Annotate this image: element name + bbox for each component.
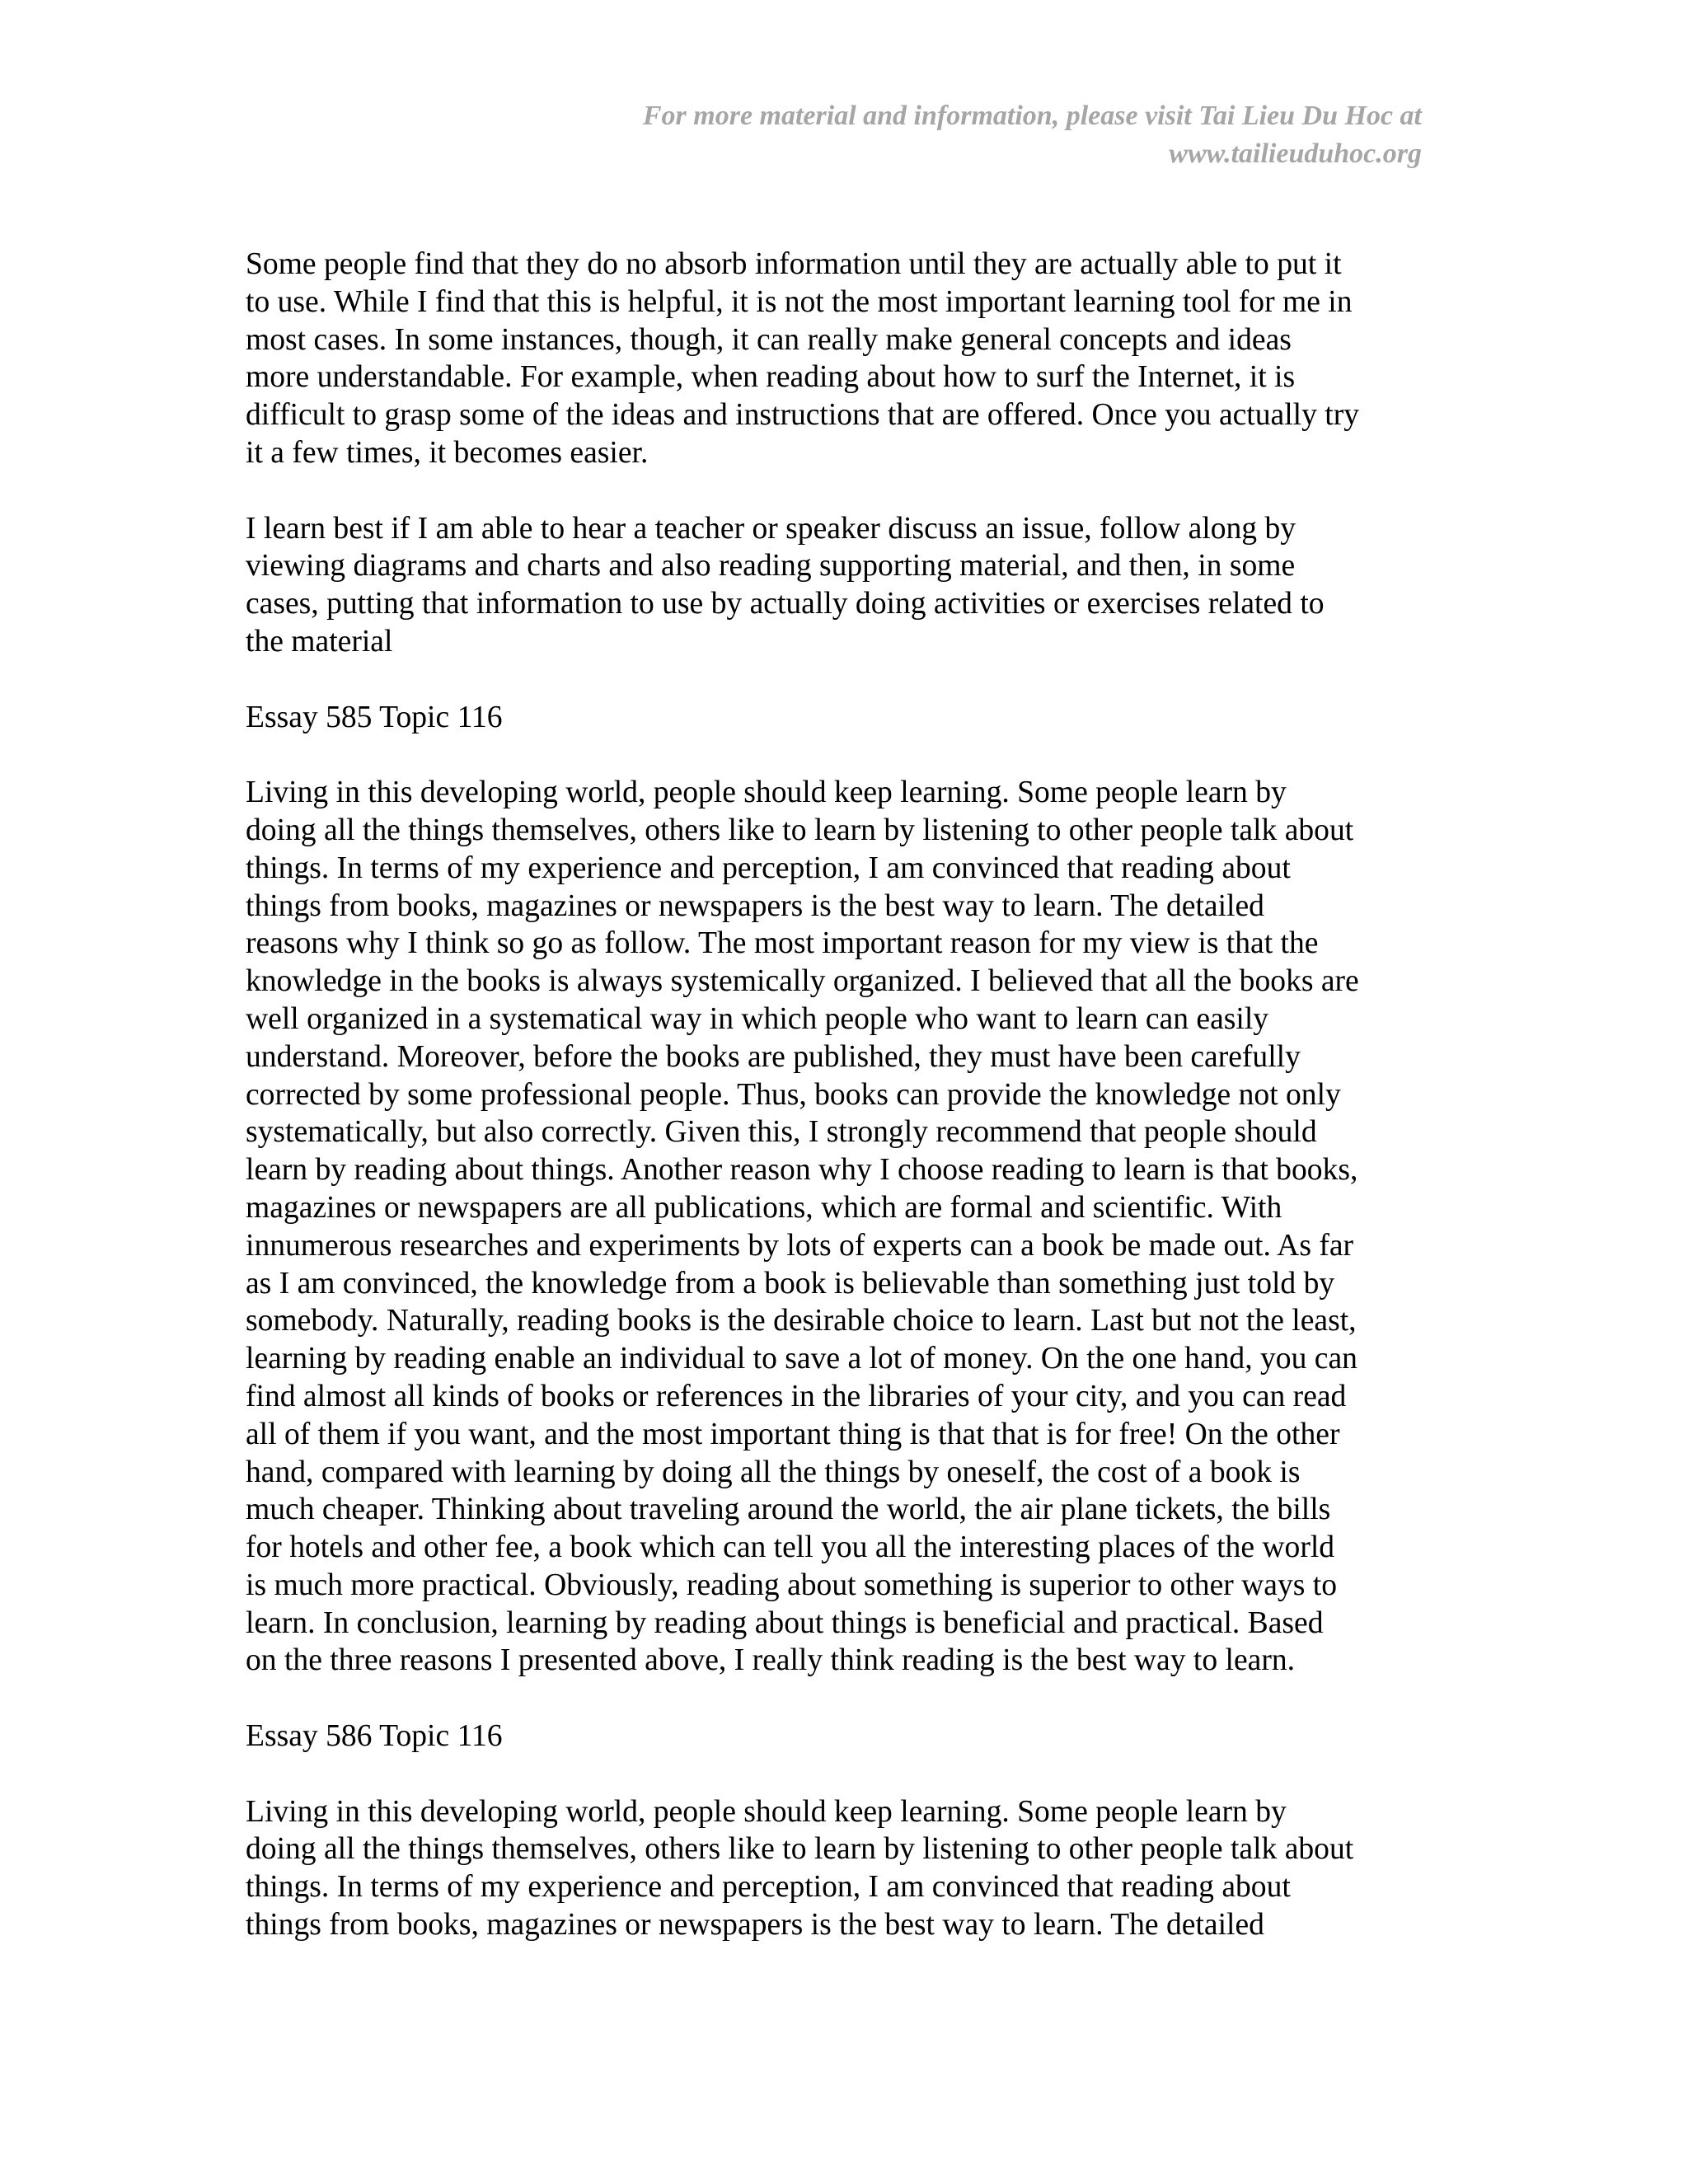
text-line: most cases. In some instances, though, it can really make general concepts and ideas <box>246 322 1292 357</box>
text-line: much cheaper. Thinking about traveling around the world, the air plane tickets, the bills <box>246 1493 1331 1527</box>
text-line: Living in this developing world, people should keep learning. Some people learn by <box>246 1794 1287 1829</box>
essay-586-heading: Essay 586 Topic 116 <box>246 1719 503 1754</box>
paragraph-1 <box>246 246 1432 472</box>
text-line: for hotels and other fee, a book which can tell you all the interesting places of the world <box>246 1530 1335 1565</box>
text-line: things. In terms of my experience and perception, I am convinced that reading about <box>246 851 1291 885</box>
header-line-1: For more material and information, please visit Tai Lieu Du Hoc at <box>642 101 1422 131</box>
text-line: innumerous researches and experiments by lots of experts can a book be made out. As far <box>246 1228 1354 1263</box>
text-line: reasons why I think so go as follow. The most important reason for my view is that the <box>246 926 1319 961</box>
text-line: somebody. Naturally, reading books is the desirable choice to learn. Last but not the least, <box>246 1304 1357 1338</box>
text-line: viewing diagrams and charts and also reading supporting material, and then, in some <box>246 549 1296 583</box>
essay-586-body <box>246 1793 1432 1944</box>
text-line: the material <box>246 624 393 658</box>
text-line: things. In terms of my experience and perception, I am convinced that reading about <box>246 1870 1291 1905</box>
text-line: more understandable. For example, when reading about how to surf the Internet, it is <box>246 360 1296 395</box>
text-line: doing all the things themselves, others like to learn by listening to other people talk about <box>246 813 1354 847</box>
text-line: it a few times, it becomes easier. <box>246 435 649 470</box>
text-line: difficult to grasp some of the ideas and instructions that are offered. Once you actually try <box>246 398 1360 433</box>
paragraph-2 <box>246 510 1432 661</box>
essay-585-body <box>246 774 1432 1680</box>
text-line: Some people find that they do no absorb information until they are actually able to put it <box>246 247 1342 281</box>
text-line: well organized in a systematical way in which people who want to learn can easily <box>246 1001 1269 1036</box>
text-line: as I am convinced, the knowledge from a book is believable than something just told by <box>246 1266 1335 1301</box>
text-line: learning by reading enable an individual to save a lot of money. On the one hand, you can <box>246 1342 1357 1376</box>
text-line: magazines or newspapers are all publications, which are formal and scientific. With <box>246 1190 1282 1225</box>
text-line: I learn best if I am able to hear a teacher or speaker discuss an issue, follow along by <box>246 511 1296 546</box>
text-line: on the three reasons I presented above, I really think reading is the best way to learn. <box>246 1643 1296 1678</box>
text-line: learn. In conclusion, learning by reading about things is beneficial and practical. Based <box>246 1605 1324 1640</box>
text-line: doing all the things themselves, others like to learn by listening to other people talk about <box>246 1832 1354 1867</box>
text-line: Living in this developing world, people should keep learning. Some people learn by <box>246 776 1287 810</box>
essay-585-heading: Essay 585 Topic 116 <box>246 700 503 734</box>
text-line: learn by reading about things. Another reason why I choose reading to learn is that books, <box>246 1153 1358 1188</box>
text-line: knowledge in the books is always systemically organized. I believed that all the books are <box>246 964 1359 999</box>
text-line: all of them if you want, and the most important thing is that that is for free! On the other <box>246 1417 1340 1451</box>
text-line: cases, putting that information to use by actually doing activities or exercises related to <box>246 587 1325 621</box>
text-line: systematically, but also correctly. Given this, I strongly recommend that people should <box>246 1115 1317 1150</box>
text-line: to use. While I find that this is helpful, it is not the most important learning tool for me in <box>246 284 1353 319</box>
document-body <box>246 246 1432 1982</box>
text-line: corrected by some professional people. Thus, books can provide the knowledge not only <box>246 1077 1341 1112</box>
text-line: understand. Moreover, before the books are published, they must have been carefully <box>246 1039 1301 1074</box>
header-line-2: www.tailieuduhoc.org <box>1169 138 1422 169</box>
text-line: hand, compared with learning by doing all the things by oneself, the cost of a book is <box>246 1455 1301 1489</box>
text-line: is much more practical. Obviously, reading about something is superior to other ways to <box>246 1568 1338 1602</box>
text-line: find almost all kinds of books or references in the libraries of your city, and you can read <box>246 1379 1347 1413</box>
text-line: things from books, magazines or newspapers is the best way to learn. The detailed <box>246 888 1264 923</box>
text-line: things from books, magazines or newspapers is the best way to learn. The detailed <box>246 1908 1264 1943</box>
page-header-watermark <box>247 97 1422 173</box>
